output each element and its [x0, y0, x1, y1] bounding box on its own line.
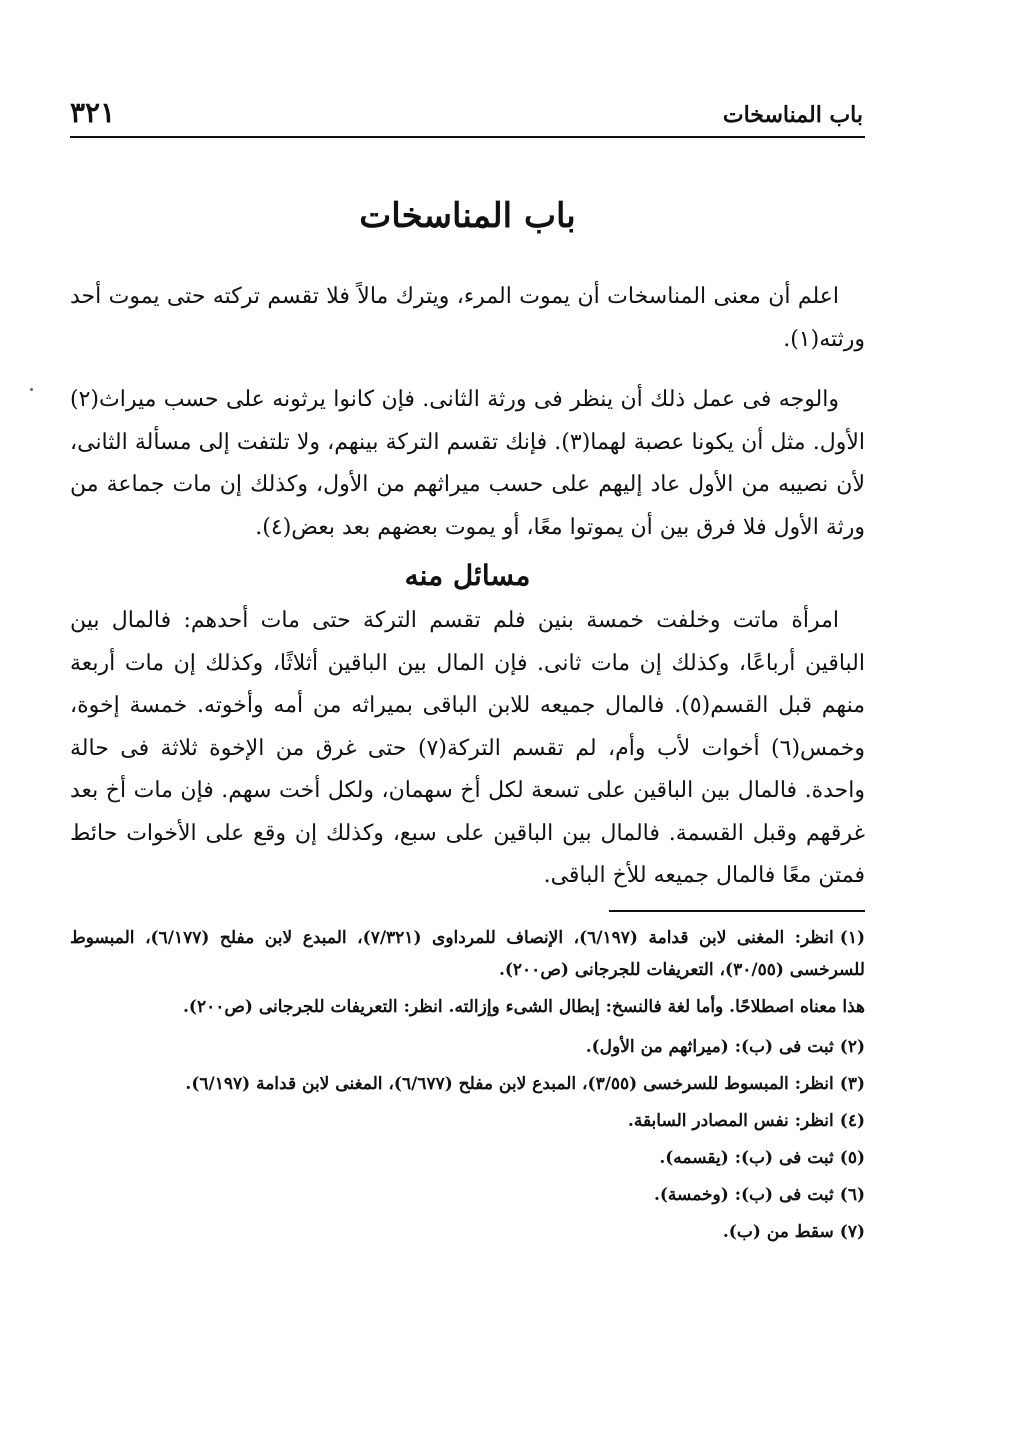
footnotes	[70, 922, 865, 1248]
footnote-number: (٣)	[839, 1073, 865, 1094]
footnote-6	[70, 1179, 865, 1211]
footnote-number: (٢)	[839, 1036, 865, 1057]
footnote-3	[70, 1068, 865, 1100]
footnote-number: (٤)	[839, 1110, 865, 1131]
stray-mark	[30, 388, 33, 391]
paragraph-definition: اعلم أن معنى المناسخات أن يموت المرء، ويترك مالاً فلا تقسم تركته حتى يموت أحد ورثته(١).	[70, 284, 865, 352]
running-title: باب المناسخات	[722, 102, 863, 128]
footnote-divider	[609, 910, 865, 912]
footnote-text: انظر: المغنى لابن قدامة (٦/١٩٧)، الإنصاف للمرداوى (٧/٣٢١)، المبدع لابن مفلح (٦/١٧٧)، المبسوط للسرخسى (٣٠/٥٥)، التعريفات للجرجانى (ص٢٠٠).	[70, 927, 865, 980]
footnote-text: سقط من (ب).	[722, 1221, 834, 1242]
footnote-text: ثبت فى (ب): (وخمسة).	[653, 1184, 834, 1205]
footnote-4	[70, 1105, 865, 1137]
footnote-text: ثبت فى (ب): (يقسمه).	[659, 1147, 834, 1168]
paragraph-method: والوجه فى عمل ذلك أن ينظر فى ورثة الثانى. فإن كانوا يرثونه على حسب ميراث(٢) الأول. مثل أن يكونا عصبة لهما(٣). فإنك تقسم التركة بينهم، ولا تلتفت إلى مسألة الثانى، لأن نصيبه من الأول عاد إليهم على حسب ميراثهم من الأول، وكذلك إن مات جماعة من ورثة الأول فلا فرق بين أن يموتوا معًا، أو يموت بعضهم بعد بعض(٤).	[70, 387, 865, 540]
footnote-2	[70, 1031, 865, 1063]
footnote-text: ثبت فى (ب): (ميراثهم من الأول).	[585, 1036, 834, 1057]
footnote-5	[70, 1142, 865, 1174]
page-number: ٣٢١	[70, 96, 116, 129]
running-header	[70, 96, 865, 138]
footnote-text: انظر: المبسوط للسرخسى (٣/٥٥)، المبدع لابن مفلح (٦/٦٧٧)، المغنى لابن قدامة (٦/١٩٧).	[185, 1073, 834, 1094]
paragraph-cases: امرأة ماتت وخلفت خمسة بنين فلم تقسم التركة حتى مات أحدهم: فالمال بين الباقين أرباعًا، وكذلك إن مات ثانى. فإن المال بين الباقين أثلاثًا، وكذلك إن مات أربعة منهم قبل القسم(٥). فالمال جميعه للابن الباقى بميراثه من أمه وأخوته. خمسة إخوة، وخمس(٦) أخوات لأب وأم، لم تقسم التركة(٧) حتى غرق من الإخوة ثلاثة فى حالة واحدة. فالمال بين الباقين على تسعة لكل أخ سهمان، ولكل أخت سهم. فإن مات أخ بعد غرقهم وقبل القسمة. فالمال بين الباقين على سبع، وكذلك إن وقع على الأخوات حائط فمتن معًا فالمال جميعه للأخ الباقى.	[70, 608, 866, 888]
footnote-7	[70, 1216, 865, 1248]
footnote-text: انظر: نفس المصادر السابقة.	[627, 1110, 834, 1131]
footnote-number: (١)	[839, 927, 866, 948]
section-title: مسائل منه	[404, 559, 531, 592]
footnote-number: (٦)	[839, 1184, 865, 1205]
footnote-1-continuation: هذا معناه اصطلاحًا. وأما لغة فالنسخ: إبطال الشىء وإزالته. انظر: التعريفات للجرجانى (ص٢٠٠).	[182, 996, 865, 1017]
footnote-number: (٥)	[839, 1147, 865, 1168]
footnote-number: (٧)	[839, 1221, 865, 1242]
book-page	[70, 96, 865, 1396]
footnote-1	[70, 922, 865, 986]
chapter-title: باب المناسخات	[359, 196, 576, 236]
